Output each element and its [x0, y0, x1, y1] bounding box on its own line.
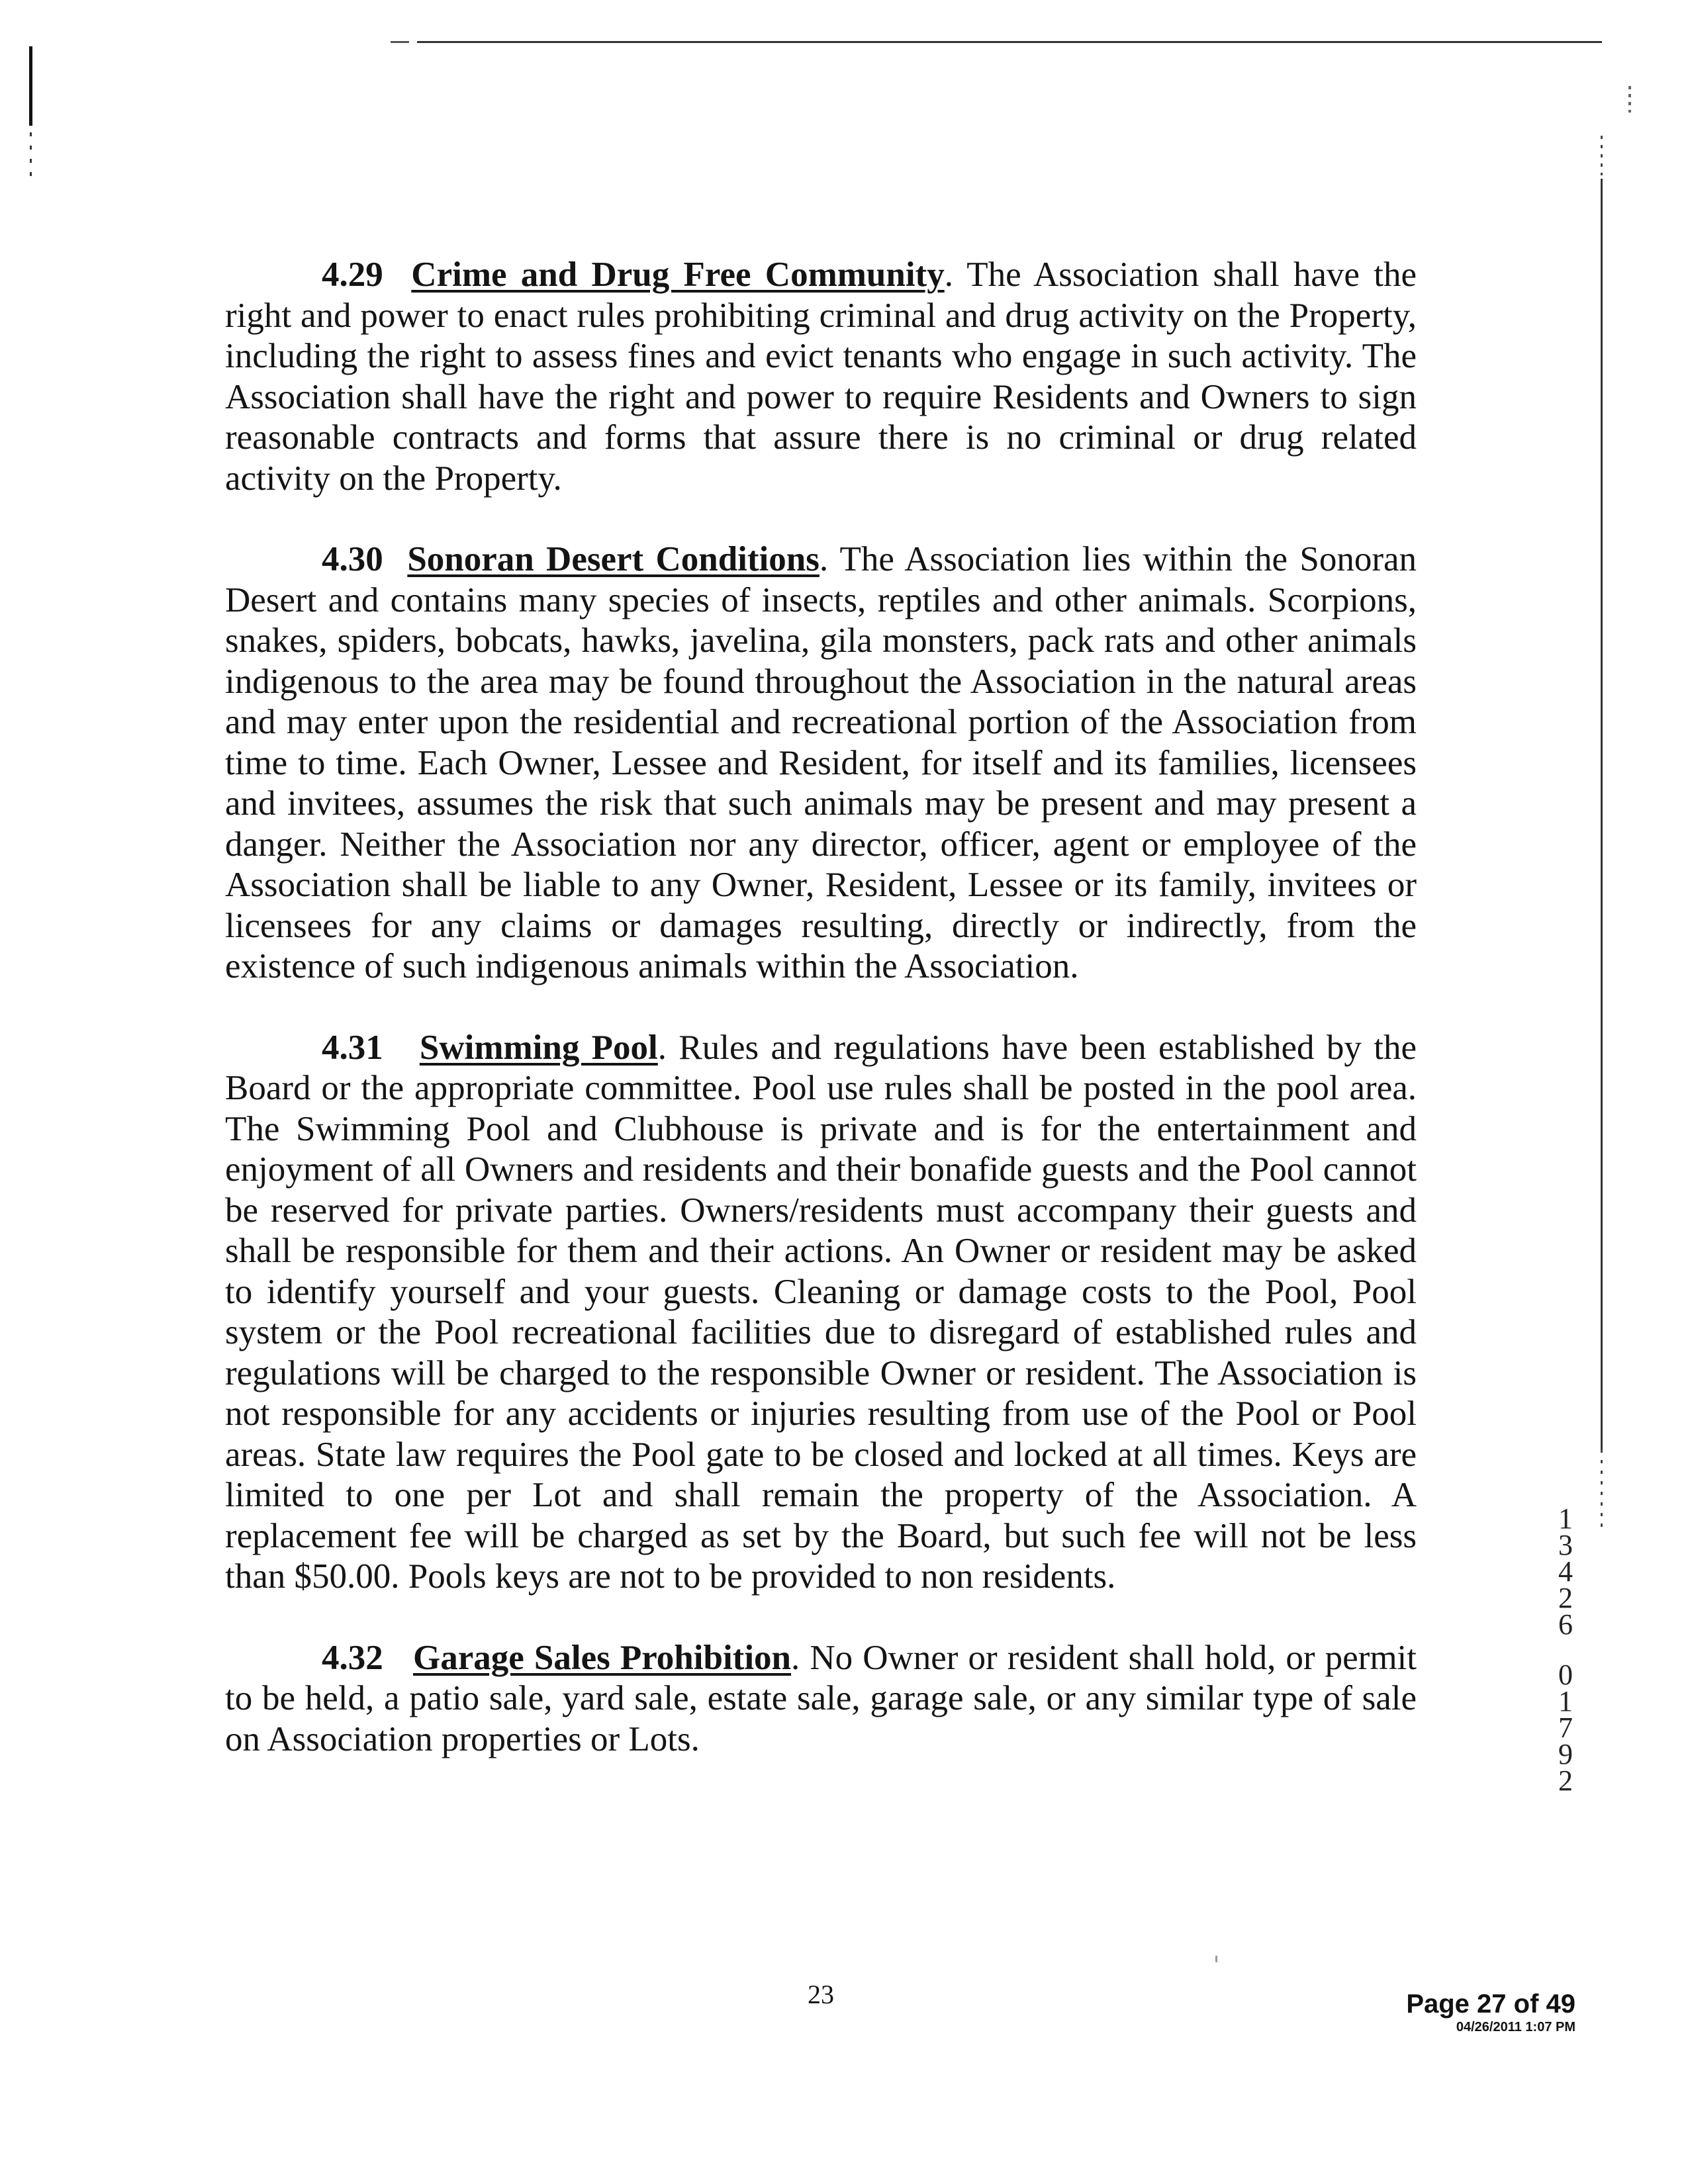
section-title: Garage Sales Prohibition	[413, 1638, 792, 1677]
recording-digit: 3	[1558, 1529, 1573, 1561]
recording-number-vertical	[1546, 1502, 1585, 1797]
recording-digit: 7	[1558, 1711, 1573, 1744]
recording-digit: 9	[1558, 1738, 1573, 1770]
scan-corner-mark	[1628, 86, 1631, 113]
section-4-30	[225, 539, 1417, 987]
section-number: 4.30	[322, 540, 383, 578]
recording-digit: 6	[1558, 1608, 1573, 1641]
section-4-31	[225, 1028, 1417, 1598]
section-body: . The Association lies within the Sonoran Desert and contains many species of insects, reptiles and other animals. Scorpions, snakes, spiders, bobcats, hawks, javelina, gila monsters, pack rats and other animals indigenous to the area may be found throughout the Association in the natural areas and may enter upon the residential and recreational portion of the Association from time to time. Each Owner, Lessee and Resident, for itself and its families, licensees and invitees, assumes the risk that such animals may be present and may present a danger. Neither the Association nor any director, officer, agent or employee of the Association shall be liable to any Owner, Resident, Lessee or its family, invitees or licensees for any claims or damages resulting, directly or indirectly, from the existence of such indigenous animals within the Association.	[225, 540, 1417, 985]
recording-digit: 1	[1558, 1502, 1573, 1535]
section-4-32	[225, 1638, 1417, 1760]
scan-top-rule	[417, 41, 1602, 43]
scan-speck	[1215, 1956, 1217, 1962]
section-body: . Rules and regulations have been established by the Board or the appropriate committee. Pool use rules shall be posted in the pool area. The Swimming Pool and Clubhouse is private and is for the entertainment and enjoyment of all Owners and residents and their bonafide guests and the Pool cannot be reserved for private parties. Owners/residents must accompany their guests and shall be responsible for them and their actions. An Owner or resident may be asked to identify yourself and your guests. Cleaning or damage costs to the Pool, Pool system or the Pool recreational facilities due to disregard of established rules and regulations will be charged to the responsible Owner or resident. The Association is not responsible for any accidents or injuries resulting from use of the Pool or Pool areas. State law requires the Pool gate to be closed and locked at all times. Keys are limited to one per Lot and shall remain the property of the Association. A replacement fee will be charged as set by the Board, but such fee will not be less than $50.00. Pools keys are not to be provided to non residents.	[225, 1028, 1417, 1596]
section-title: Swimming Pool	[419, 1028, 658, 1067]
recording-digit: 0	[1558, 1659, 1573, 1691]
section-body: . The Association shall have the right and power to enact rules prohibiting criminal and drug activity on the Property, including the right to assess fines and evict tenants who engage in such activity. The Association shall have the right and power to require Residents and Owners to sign reasonable contracts and forms that assure there is no criminal or drug related activity on the Property.	[225, 255, 1417, 498]
scan-right-dotted-mark-lower	[1601, 1449, 1603, 1529]
recording-digit: 2	[1558, 1582, 1573, 1614]
section-4-29	[225, 255, 1417, 499]
section-title: Crime and Drug Free Community	[411, 255, 945, 294]
section-number: 4.31	[322, 1028, 383, 1067]
page-number: 23	[808, 1979, 834, 2009]
stamp-datetime: 04/26/2011 1:07 PM	[1456, 2020, 1575, 2034]
scan-right-dotted-mark	[1601, 136, 1603, 175]
section-number: 4.32	[322, 1638, 383, 1677]
section-title: Sonoran Desert Conditions	[407, 540, 820, 578]
scan-right-edge-line	[1601, 179, 1603, 1449]
section-number: 4.29	[322, 255, 383, 294]
recording-digit: 4	[1558, 1555, 1573, 1588]
recording-digit: 1	[1558, 1685, 1573, 1717]
recorder-stamp	[1377, 1989, 1575, 2035]
recording-digit: 2	[1558, 1764, 1573, 1797]
stamp-page-count: Page 27 of 49	[1406, 1989, 1575, 2019]
scan-left-dotted-mark	[30, 132, 32, 185]
scan-left-edge-mark	[29, 46, 32, 126]
scan-top-rule-dash	[391, 41, 409, 43]
section-body: . No Owner or resident shall hold, or permit to be held, a patio sale, yard sale, estate sale, garage sale, or any similar type of sale on Association properties or Lots.	[225, 1638, 1417, 1758]
document-body	[225, 255, 1417, 1800]
